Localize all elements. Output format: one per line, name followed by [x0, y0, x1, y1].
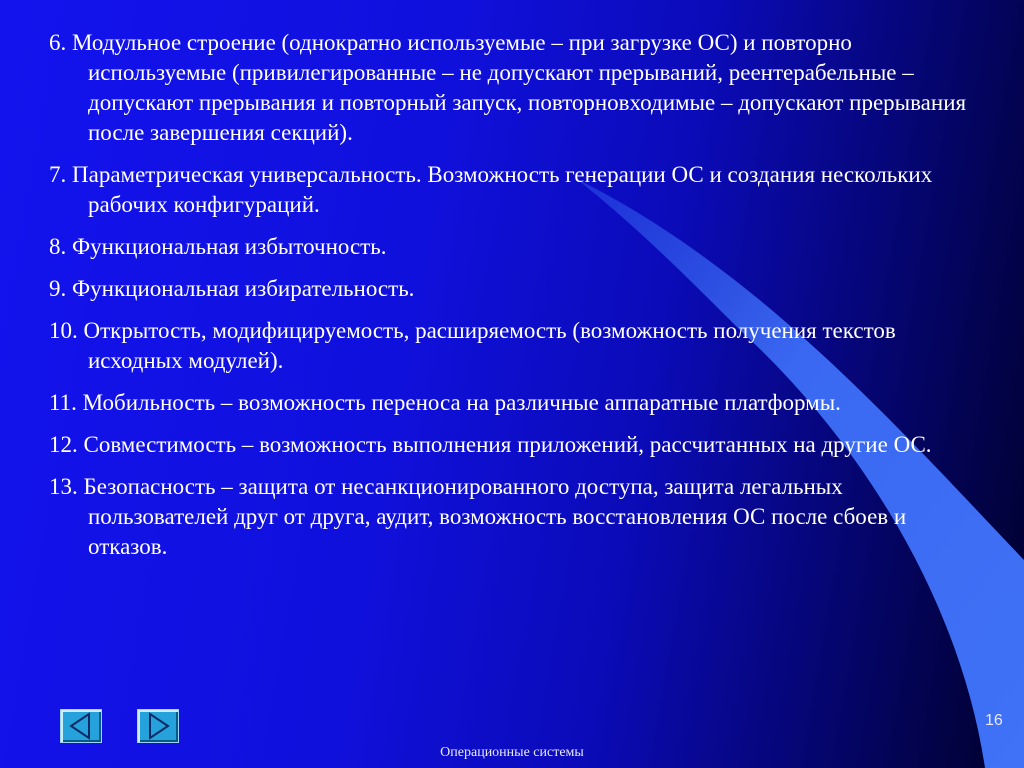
list-item: 11. Мобильность – возможность переноса на различные аппаратные платформы.: [49, 390, 841, 415]
list-item: 7. Параметрическая универсальность. Возможность генерации ОС и создания нескольких рабочих конфигураций.: [49, 162, 933, 217]
triangle-left-icon: [61, 710, 101, 742]
slide-number: 16: [985, 712, 1003, 729]
list-item: 13. Безопасность – защита от несанкционированного доступа, защита легальных пользователей друг от друга, аудит, возможность восстановления ОС после сбоев и отказов.: [49, 474, 907, 559]
list-item: 6. Модульное строение (однократно используемые – при загрузке ОС) и повторно используемые (привилегированные – не допускают прерываний, реентерабельные – допускают прерывания и повторный запуск, повторновходимые – допускают прерывания после завершения секций).: [49, 30, 967, 145]
next-slide-button[interactable]: [137, 709, 179, 743]
footer-title: Операционные системы: [440, 745, 584, 760]
list-item: 12. Совместимость – возможность выполнения приложений, рассчитанных на другие ОС.: [49, 432, 932, 457]
list-item: 9. Функциональная избирательность.: [49, 276, 415, 301]
list-item: 8. Функциональная избыточность.: [49, 234, 387, 259]
triangle-right-icon: [138, 710, 178, 742]
slide-content: [49, 28, 979, 574]
previous-slide-button[interactable]: [60, 709, 102, 743]
list-item: 10. Открытость, модифицируемость, расширяемость (возможность получения текстов исходных модулей).: [49, 318, 896, 373]
